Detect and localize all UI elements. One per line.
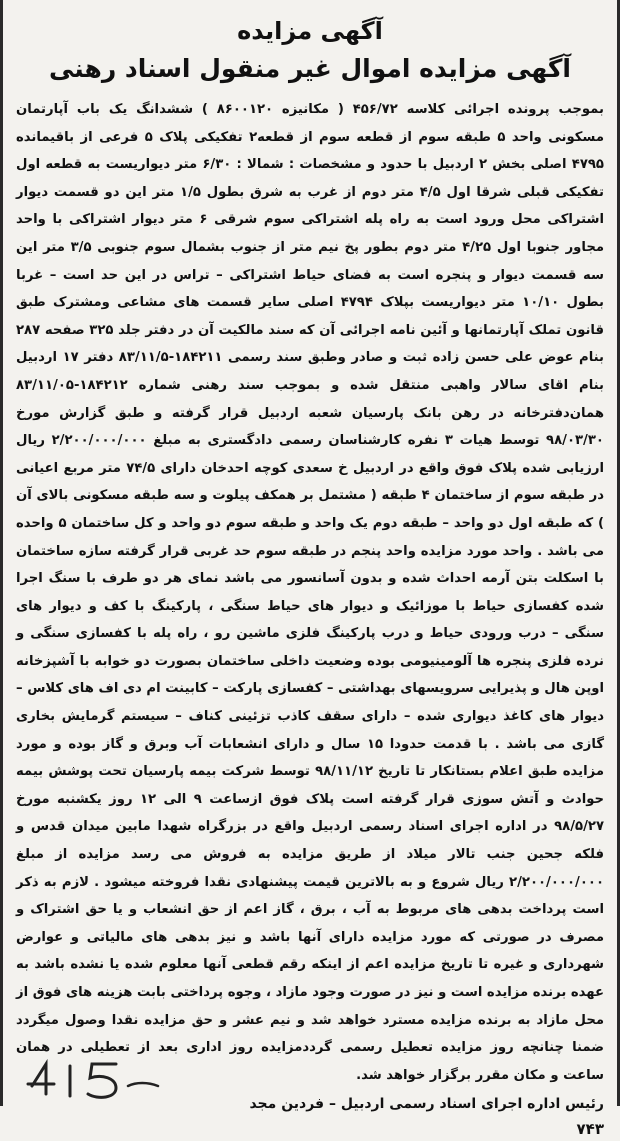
notice-body: بموجب پرونده اجرائی کلاسه ۴۵۶/۷۲ ( مکانیزه ۸۶۰۰۱۲۰ ) ششدانگ یک باب آپارتمان مسکونی واحد ۵ طبقه سوم از قطعه سوم از قطعه۲ تفکیکی پلاک ۵ فرعی از باقیمانده ۴۷۹۵ اصلی بخش ۲ اردبیل با حدود و مشخصات : شمالا : ۶/۳۰ متر دیواریست به قطعه اول تفکیکی قبلی شرقا اول ۴/۵ متر دوم از غرب به شرق بطول ۱/۵ متر این دو قسمت دیوار اشتراکی محل ورود است به راه پله اشتراکی سوم شرقی ۶ متر دیوار اشتراکی با واحد مجاور جنوبا اول ۴/۲۵ متر دوم بطور پخ نیم متر از جنوب بشمال سوم جنوبی ۳/۵ متر این سه قسمت دیوار و پنجره است به فضای حیاط اشتراکی – تراس در این حد است – غربا بطول ۱۰/۱۰ متر دیواریست بپلاک ۴۷۹۴ اصلی سایر قسمت های مشاعی ومشترک طبق قانون تملک آپارتمانها و آئین نامه اجرائی آن که سند مالکیت آن در دفتر جلد ۳۲۵ صفحه ۲۸۷ بنام عوض علی حسن زاده ثبت و صادر وطبق سند رسمی ۱۸۴۲۱۱-۸۳/۱۱/۵ دفتر ۱۷ اردبیل بنام اقای سالار واهبی منتقل شده و بموجب سند رهنی شماره ۱۸۴۲۱۲-۸۳/۱۱/۰۵ همان‌دفترخانه در رهن بانک پارسیان شعبه اردبیل قرار گرفته و طبق گزارش مورخ ۹۸/۰۳/۳۰ توسط هیات ۳ نفره کارشناسان رسمی دادگستری به مبلغ ۲/۲۰۰/۰۰۰/۰۰۰ ریال ارزیابی شده پلاک فوق واقع در اردبیل خ سعدی کوچه احدخان دارای ۷۴/۵ متر مربع اعیانی در طبقه سوم از ساختمان ۴ طبقه ( مشتمل بر همکف پیلوت و سه طبقه مسکونی بالای آن ) که طبقه اول دو واحد – طبقه دوم یک واحد و طبقه سوم دو واحد و کل ساختمان ۵ واحده می باشد . واحد مورد مزایده واحد پنجم در طبقه سوم حد غربی قرار گرفته سازه ساختمان با اسکلت بتن آرمه احداث شده و بدون آسانسور می باشد نمای هر دو طرف با سنگ اجرا شده کفسازی حیاط با موزائیک و دیوار های حیاط سنگی ، پارکینگ با کف و دیوار های سنگی – درب ورودی حیاط و درب پارکینگ فلزی ماشین رو ، راه پله با کفسازی سنگی و نرده فلزی پنجره ها آلومینیومی بوده وضعیت داخلی ساختمان بصورت دو خوابه با آشپزخانه اوپن هال و پذیرایی سرویسهای بهداشتی – کفسازی پارکت – کابینت ام دی اف های کلاس – دیوار های کاغذ دیواری شده – دارای سقف کاذب تزئینی کناف – سیستم گرمایش بخاری گازی می باشد . با قدمت حدودا ۱۵ سال و دارای انشعابات آب وبرق و گاز بوده و مورد مزایده طبق اعلام بستانکار تا تاریخ ۹۸/۱۱/۱۲ توسط شرکت بیمه پارسیان تحت پوشش بیمه حوادث و آتش سوزی قرار گرفته است پلاک فوق ازساعت ۹ الی ۱۲ روز یکشنبه مورخ ۹۸/۵/۲۷ در اداره اجرای اسناد رسمی اردبیل واقع در بزرگراه شهدا مابین میدان قدس و فلکه جحین جنب تالار میلاد از طریق مزایده به فروش می رسد مزایده از مبلغ ۲/۲۰۰/۰۰۰/۰۰۰ ریال شروع و به بالاترین قیمت پیشنهادی نقدا فروخته میشود . لازم به ذکر است پرداخت بدهی های مربوط به آب ، برق ، گاز اعم از حق انشعاب و یا حق اشتراک و مصرف در صورتی که مورد مزایده دارای آنها باشد و نیز بدهی های مالیاتی و عوارض شهرداری و غیره تا تاریخ مزایده اعم از اینکه رقم قطعی آنها معلوم شده یا نشده باشد به عهده برنده مزایده است و نیز در صورت وجود مازاد ، وجوه پرداختی بابت هزینه های فوق از محل مازاد به برنده مزایده مسترد خواهد شد و نیم عشر و حق مزایده نقدا وصول میگردد ضمنا چنانچه روز مزایده تعطیل رسمی گرددمزایده روز اداری بعد از تعطیلی در همان ساعت و مکان مقرر برگزار خواهد شد.	[16, 102, 605, 1083]
left-border	[0, 0, 3, 1106]
reference-number: ۷۴۳	[576, 1120, 604, 1139]
notice-heading: آگهی مزایده	[237, 17, 383, 45]
notice-title: آگهی مزایده اموال غیر منقول اسناد رهنی	[49, 54, 571, 83]
signature-line: رئیس اداره اجرای اسناد رسمی اردبیل – فردین مجد	[249, 1096, 604, 1113]
handwritten-mark-icon	[24, 1056, 164, 1102]
